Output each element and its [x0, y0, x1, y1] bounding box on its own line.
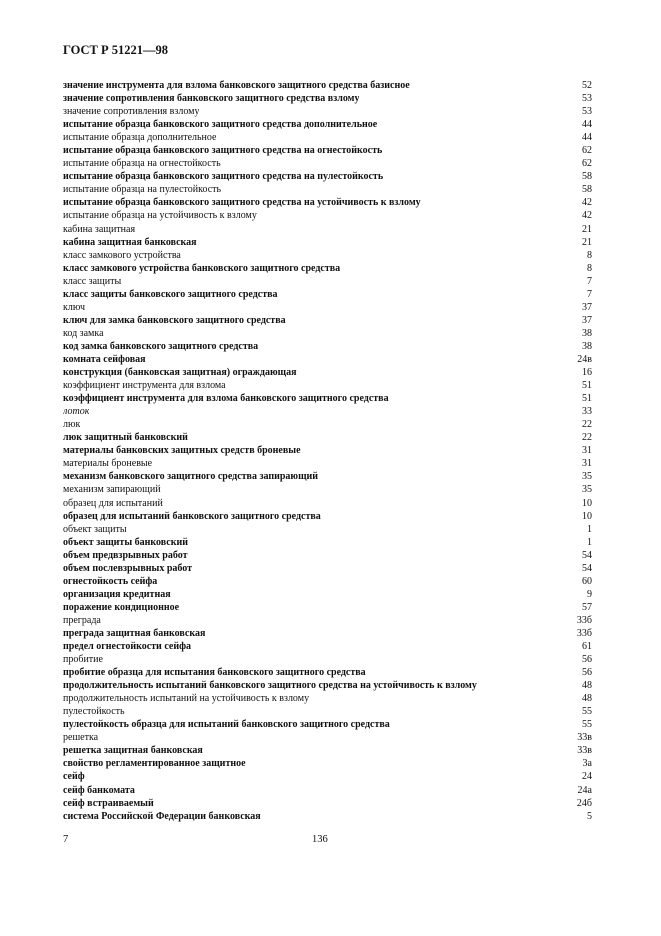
index-entry — [63, 431, 592, 444]
index-page-ref: 62 — [582, 145, 592, 157]
index-term: материалы броневые — [63, 458, 153, 470]
index-page-ref: 56 — [582, 667, 592, 679]
index-term: преграда защитная банковская — [63, 627, 206, 639]
index-term: класс замкового устройства — [63, 249, 181, 261]
index-entry — [63, 744, 592, 757]
index-page-ref: 33б — [576, 614, 592, 626]
index-page-ref: 22 — [582, 419, 592, 431]
index-entry — [63, 170, 592, 183]
index-page-ref: 38 — [582, 340, 592, 352]
index-page-ref: 54 — [582, 549, 592, 561]
index-page-ref: 9 — [587, 588, 592, 600]
index-page-ref: 7 — [587, 275, 592, 287]
page-number: 136 — [312, 834, 328, 845]
index-page-ref: 53 — [582, 106, 592, 118]
index-entry — [63, 653, 592, 666]
index-page-ref: 7 — [587, 288, 592, 300]
index-term: продолжительность испытаний банковского защитного средства на устойчивость к взлому — [63, 680, 477, 692]
index-page-ref: 31 — [582, 445, 592, 457]
term-index — [63, 79, 592, 823]
index-entry — [63, 418, 592, 431]
index-term: свойство регламентированное защитное — [63, 758, 246, 770]
index-term: продолжительность испытаний на устойчивость к взлому — [63, 693, 310, 705]
index-entry — [63, 301, 592, 314]
index-entry — [63, 457, 592, 470]
index-entry — [63, 353, 592, 366]
index-term: пробитие образца для испытания банковского защитного средства — [63, 667, 366, 679]
index-term: система Российской Федерации банковская — [63, 810, 261, 822]
index-page-ref: 58 — [582, 171, 592, 183]
index-page-ref: 44 — [582, 132, 592, 144]
index-page-ref: 58 — [582, 184, 592, 196]
index-page-ref: 31 — [582, 458, 592, 470]
index-entry — [63, 718, 592, 731]
index-page-ref: 37 — [582, 314, 592, 326]
index-term: поражение кондиционное — [63, 601, 180, 613]
index-entry — [63, 666, 592, 679]
index-entry — [63, 275, 592, 288]
index-term: комната сейфовая — [63, 353, 146, 365]
index-entry — [63, 314, 592, 327]
index-term: люк — [63, 419, 81, 431]
index-term: пулестойкость — [63, 706, 125, 718]
index-entry — [63, 223, 592, 236]
index-entry — [63, 784, 592, 797]
index-page-ref: 51 — [582, 380, 592, 392]
index-entry — [63, 118, 592, 131]
index-entry — [63, 797, 592, 810]
index-page-ref: 60 — [582, 575, 592, 587]
index-page-ref: 42 — [582, 197, 592, 209]
index-entry — [63, 523, 592, 536]
index-entry — [63, 510, 592, 523]
index-term: значение инструмента для взлома банковского защитного средства базисное — [63, 80, 410, 91]
index-term: механизм банковского защитного средства запирающий — [63, 471, 319, 483]
index-page-ref: 35 — [582, 471, 592, 483]
index-term: конструкция (банковская защитная) ограждающая — [63, 367, 297, 379]
index-entry — [63, 692, 592, 705]
index-entry — [63, 770, 592, 783]
index-page-ref: 35 — [582, 484, 592, 496]
index-term: сейф банкомата — [63, 784, 135, 796]
index-page-ref: 33в — [577, 732, 592, 744]
index-entry — [63, 731, 592, 744]
index-term: коэффициент инструмента для взлома банковского защитного средства — [63, 393, 389, 405]
index-page-ref: 24 — [582, 771, 592, 783]
index-entry — [63, 340, 592, 353]
index-page-ref: 53 — [582, 93, 592, 105]
index-term: испытание образца на огнестойкость — [63, 158, 221, 170]
index-term: испытание образца на устойчивость к взлому — [63, 210, 257, 222]
index-term: объем предвзрывных работ — [63, 549, 188, 561]
index-page-ref: 38 — [582, 327, 592, 339]
index-entry — [63, 405, 592, 418]
index-term: люк защитный банковский — [63, 432, 188, 444]
index-term: испытание образца банковского защитного средства на огнестойкость — [63, 145, 383, 157]
index-page-ref: 24а — [577, 784, 592, 796]
index-term: организация кредитная — [63, 588, 171, 600]
index-entry — [63, 757, 592, 770]
index-term: значение сопротивления банковского защитного средства взлому — [63, 93, 360, 105]
index-page-ref: 55 — [582, 706, 592, 718]
index-entry — [63, 288, 592, 301]
index-entry — [63, 497, 592, 510]
index-page-ref: 33б — [576, 627, 592, 639]
index-entry — [63, 549, 592, 562]
index-term: пулестойкость образца для испытаний банковского защитного средства — [63, 719, 390, 731]
index-term: кабина защитная банковская — [63, 236, 197, 248]
index-page-ref: 8 — [587, 262, 592, 274]
index-entry — [63, 470, 592, 483]
index-page-ref: 51 — [582, 393, 592, 405]
index-entry — [63, 327, 592, 340]
index-page-ref: 44 — [582, 119, 592, 131]
index-page-ref: 57 — [582, 601, 592, 613]
index-term: материалы банковских защитных средств броневые — [63, 445, 301, 457]
index-page-ref: 3а — [582, 758, 592, 770]
index-term: испытание образца банковского защитного средства на пулестойкость — [63, 171, 384, 183]
index-entry — [63, 810, 592, 823]
index-term: объем послевзрывных работ — [63, 562, 193, 574]
index-entry — [63, 79, 592, 92]
index-page-ref: 21 — [582, 223, 592, 235]
index-term: код замка — [63, 327, 104, 339]
index-page-ref: 62 — [582, 158, 592, 170]
index-entry — [63, 157, 592, 170]
index-term: сейф встраиваемый — [63, 797, 154, 809]
index-term: кабина защитная — [63, 223, 136, 235]
index-term: значение сопротивления взлому — [63, 106, 200, 118]
index-entry — [63, 392, 592, 405]
index-term: огнестойкость сейфа — [63, 575, 158, 587]
index-term: класс замкового устройства банковского защитного средства — [63, 262, 341, 274]
index-entry — [63, 183, 592, 196]
document-header: ГОСТ Р 51221—98 — [63, 43, 169, 57]
index-entry — [63, 444, 592, 457]
index-page-ref: 48 — [582, 693, 592, 705]
index-entry — [63, 131, 592, 144]
index-entry — [63, 105, 592, 118]
index-term: испытание образца банковского защитного средства на устойчивость к взлому — [63, 197, 421, 209]
index-entry — [63, 575, 592, 588]
index-entry — [63, 262, 592, 275]
index-page-ref: 1 — [587, 536, 592, 548]
index-term: пробитие — [63, 654, 103, 666]
index-page-ref: 54 — [582, 562, 592, 574]
index-term: решетка защитная банковская — [63, 745, 203, 757]
index-page-ref: 55 — [582, 719, 592, 731]
index-page-ref: 24в — [577, 353, 592, 365]
index-page-ref: 22 — [582, 432, 592, 444]
index-entry — [63, 249, 592, 262]
index-page-ref: 56 — [582, 654, 592, 666]
index-page-ref: 61 — [582, 641, 592, 653]
index-term: сейф — [63, 771, 85, 783]
index-entry — [63, 483, 592, 496]
index-term: объект защиты — [63, 523, 127, 535]
index-page-ref: 52 — [582, 80, 592, 91]
index-page-ref: 48 — [582, 680, 592, 692]
index-term: класс защиты — [63, 275, 122, 287]
index-term: решетка — [63, 732, 99, 744]
index-entry — [63, 588, 592, 601]
index-page-ref: 8 — [587, 249, 592, 261]
index-entry — [63, 679, 592, 692]
index-term: объект защиты банковский — [63, 536, 189, 548]
index-term: коэффициент инструмента для взлома — [63, 380, 226, 392]
index-page-ref: 10 — [582, 497, 592, 509]
index-entry — [63, 196, 592, 209]
index-page-ref: 37 — [582, 301, 592, 313]
index-entry — [63, 627, 592, 640]
index-page-ref: 42 — [582, 210, 592, 222]
index-entry — [63, 144, 592, 157]
index-term: код замка банковского защитного средства — [63, 340, 259, 352]
index-term: образец для испытаний банковского защитного средства — [63, 510, 321, 522]
index-term: ключ для замка банковского защитного средства — [63, 314, 286, 326]
index-term: испытание образца банковского защитного средства дополнительное — [63, 119, 378, 131]
index-entry — [63, 601, 592, 614]
index-entry — [63, 705, 592, 718]
index-entry — [63, 209, 592, 222]
index-entry — [63, 614, 592, 627]
index-page-ref: 21 — [582, 236, 592, 248]
index-page-ref: 1 — [587, 523, 592, 535]
index-page-ref: 33в — [577, 745, 592, 757]
index-page-ref: 10 — [582, 510, 592, 522]
index-page-ref: 33 — [582, 406, 592, 418]
index-term: механизм запирающий — [63, 484, 161, 496]
index-page-ref: 5 — [587, 810, 592, 822]
index-entry — [63, 640, 592, 653]
index-entry — [63, 536, 592, 549]
index-entry — [63, 92, 592, 105]
index-page-ref: 24б — [576, 797, 592, 809]
index-page-ref: 16 — [582, 367, 592, 379]
index-entry — [63, 379, 592, 392]
index-term: преграда — [63, 614, 101, 626]
index-term: испытание образца на пулестойкость — [63, 184, 222, 196]
index-term: образец для испытаний — [63, 497, 163, 509]
index-term: лоток — [63, 406, 90, 418]
index-term: ключ — [63, 301, 85, 313]
index-entry — [63, 236, 592, 249]
index-entry — [63, 562, 592, 575]
index-term: испытание образца дополнительное — [63, 132, 217, 144]
index-term: предел огнестойкости сейфа — [63, 641, 192, 653]
footer-left-number: 7 — [63, 834, 69, 845]
index-entry — [63, 366, 592, 379]
index-term: класс защиты банковского защитного средства — [63, 288, 278, 300]
